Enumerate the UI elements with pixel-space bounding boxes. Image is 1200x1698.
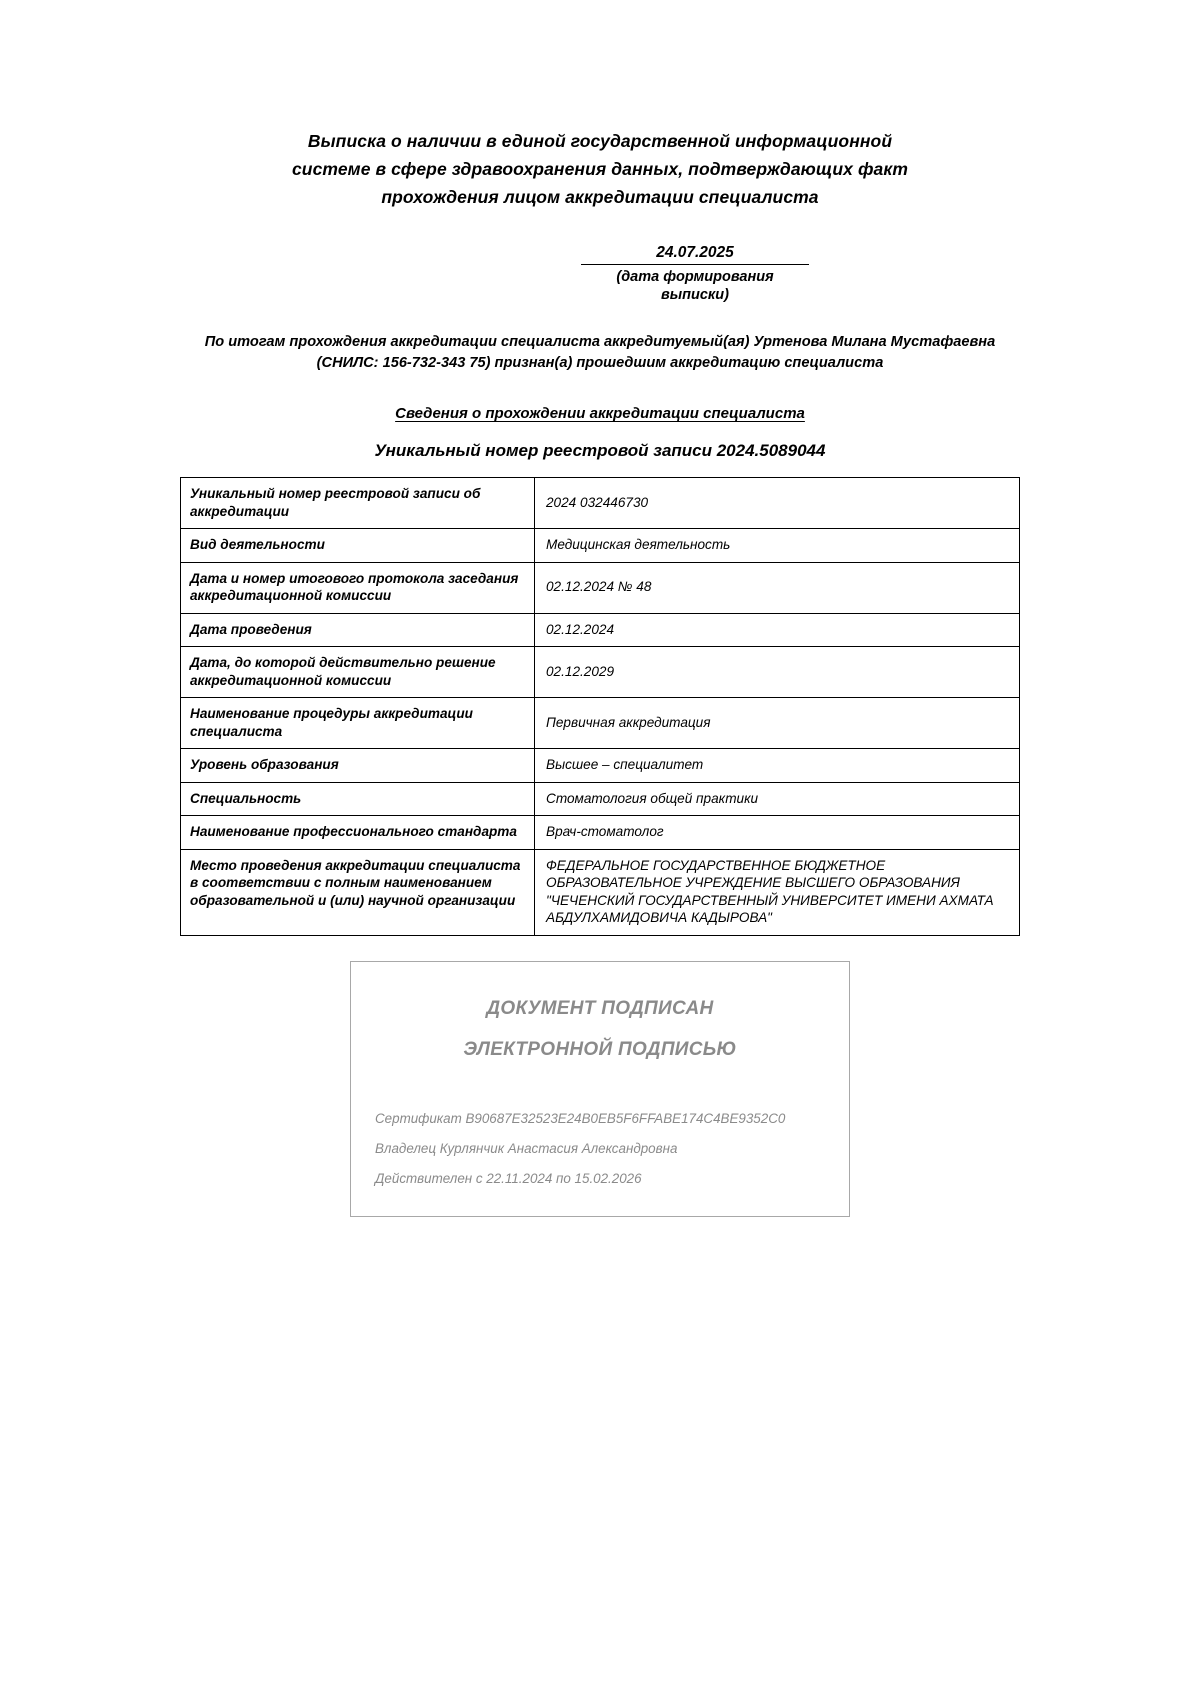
organization-line-1: ФЕДЕРАЛЬНОЕ ГОСУДАРСТВЕННОЕ БЮДЖЕТНОЕ xyxy=(546,857,886,873)
organization-line-4: АБДУЛХАМИДОВИЧА КАДЫРОВА" xyxy=(546,910,773,925)
row-label: Уровень образования xyxy=(181,749,535,783)
organization-line-2: ОБРАЗОВАТЕЛЬНОЕ УЧРЕЖДЕНИЕ ВЫСШЕГО ОБРАЗОВАНИЯ xyxy=(546,875,960,890)
row-label: Вид деятельности xyxy=(181,529,535,563)
accreditation-table xyxy=(180,477,1020,936)
intro-paragraph: По итогам прохождения аккредитации специалиста аккредитуемый(ая) Уртенова Милана Мустафаевна (СНИЛС: 156-732-343 75) признан(а) прошедшим аккредитацию специалиста xyxy=(204,334,996,371)
row-value: 2024 032446730 xyxy=(535,478,1020,529)
table-row xyxy=(181,613,1020,647)
formation-date-value: 24.07.2025 xyxy=(581,243,809,265)
organization-line-3: "ЧЕЧЕНСКИЙ ГОСУДАРСТВЕННЫЙ УНИВЕРСИТЕТ ИМЕНИ АХМАТА xyxy=(546,892,994,908)
row-value: 02.12.2024 № 48 xyxy=(535,562,1020,613)
row-label: Наименование процедуры аккредитации специалиста xyxy=(181,698,535,749)
section-heading-text: Сведения о прохождении аккредитации специалиста xyxy=(395,405,805,422)
row-label: Уникальный номер реестровой записи об аккредитации xyxy=(181,478,535,529)
organization-name xyxy=(546,857,1010,927)
row-label: Место проведения аккредитации специалиста в соответствии с полным наименованием образовательной и (или) научной организации xyxy=(181,849,535,935)
formation-date-caption: (дата формирования выписки) xyxy=(616,269,774,303)
electronic-signature-stamp xyxy=(350,961,850,1217)
row-value: Высшее – специалитет xyxy=(535,749,1020,783)
registry-record-number: Уникальный номер реестровой записи 2024.5089044 xyxy=(374,441,826,460)
row-value: Врач-стоматолог xyxy=(535,816,1020,850)
stamp-heading-line-1: ДОКУМЕНТ ПОДПИСАН xyxy=(486,997,714,1019)
title-line-2: системе в сфере здравоохранения данных, подтверждающих факт xyxy=(291,159,909,179)
row-label: Дата, до которой действительно решение аккредитационной комиссии xyxy=(181,647,535,698)
date-block xyxy=(0,243,1200,304)
table-row xyxy=(181,478,1020,529)
row-label: Наименование профессионального стандарта xyxy=(181,816,535,850)
stamp-details xyxy=(375,1104,825,1194)
accreditation-table-wrapper xyxy=(180,477,1020,936)
row-value: Медицинская деятельность xyxy=(535,529,1020,563)
stamp-heading-line-2: ЭЛЕКТРОННОЙ ПОДПИСЬЮ xyxy=(463,1038,737,1060)
title-line-1: Выписка о наличии в единой государственной информационной xyxy=(307,131,893,151)
row-value: Стоматология общей практики xyxy=(535,782,1020,816)
row-label: Дата и номер итогового протокола заседания аккредитационной комиссии xyxy=(181,562,535,613)
table-row xyxy=(181,782,1020,816)
row-label: Специальность xyxy=(181,782,535,816)
page-title xyxy=(0,0,1200,211)
table-row xyxy=(181,816,1020,850)
row-value xyxy=(535,849,1020,935)
table-row xyxy=(181,529,1020,563)
table-row xyxy=(181,698,1020,749)
table-row xyxy=(181,849,1020,935)
stamp-owner: Владелец Курлянчик Анастасия Александровна xyxy=(375,1140,678,1156)
table-row xyxy=(181,749,1020,783)
stamp-validity: Действителен с 22.11.2024 по 15.02.2026 xyxy=(375,1170,642,1186)
row-value: 02.12.2029 xyxy=(535,647,1020,698)
table-row xyxy=(181,562,1020,613)
section-heading xyxy=(0,404,1200,424)
row-label: Дата проведения xyxy=(181,613,535,647)
table-row xyxy=(181,647,1020,698)
stamp-certificate: Сертификат B90687E32523E24B0EB5F6FFABE174C4BE9352C0 xyxy=(375,1110,786,1126)
row-value: 02.12.2024 xyxy=(535,613,1020,647)
title-line-3: прохождения лицом аккредитации специалиста xyxy=(381,187,819,207)
row-value: Первичная аккредитация xyxy=(535,698,1020,749)
